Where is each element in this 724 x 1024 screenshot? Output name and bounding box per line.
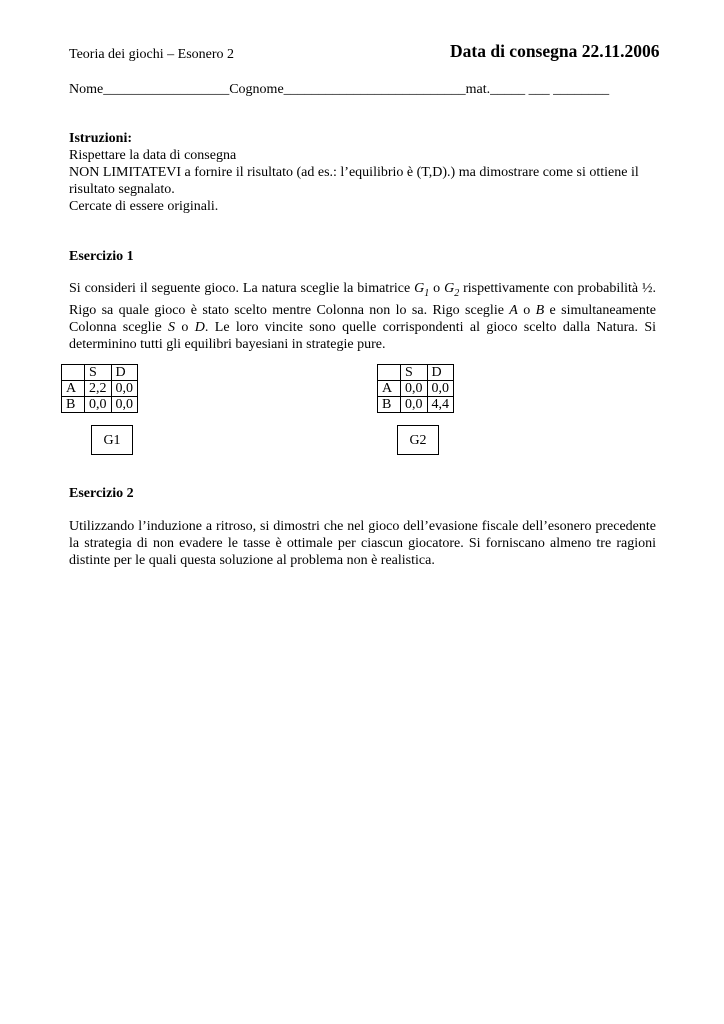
ex1-text-part: Si consideri il seguente gioco. La natura sceglie la bimatrice: [69, 281, 415, 296]
instructions-line-2: NON LIMITATEVI a fornire il risultato (ad es.: l’equilibrio è (T,D).) ma dimostrare come si ottiene il risultato segnalato.: [69, 165, 639, 197]
g2-col-header: D: [427, 365, 454, 381]
ex1-text-part: . Le loro vincite sono quelle corrispondenti al gioco scelto dalla Natura. Si determinino tutti gli equilibri bayesiani in strategie pure.: [69, 319, 657, 352]
instructions-line-3: Cercate di essere originali.: [69, 199, 219, 214]
g2-row-label: B: [378, 397, 401, 413]
instructions-title: Istruzioni:: [69, 131, 132, 146]
strategy-a: A: [509, 302, 518, 318]
g2-subscript: 2: [454, 287, 460, 299]
ex1-text-part: o: [429, 281, 445, 296]
g1-col-header: S: [85, 365, 112, 381]
g1-cell: 2,2: [85, 381, 112, 397]
strategy-b: B: [535, 302, 545, 318]
ex1-text-part: rispettivamente con probabilità ½. Rigo sa quale gioco è stato scelto mentre Colonna non lo sa. Rigo sceglie: [69, 281, 657, 318]
g1-caption: G1: [91, 425, 133, 455]
strategy-s: S: [168, 319, 176, 335]
g1-symbol: [414, 281, 430, 299]
exercise-1-title: Esercizio 1: [69, 249, 134, 264]
g1-row-label: B: [62, 397, 85, 413]
g1-col-header: D: [111, 365, 138, 381]
g2-cell: 0,0: [401, 397, 428, 413]
g1-corner-cell: [62, 365, 85, 381]
g2-col-header: S: [401, 365, 428, 381]
exercise-1-text: [69, 280, 656, 353]
g1-subscript: 1: [424, 287, 430, 299]
g2-letter: G: [444, 281, 455, 296]
g2-row-label: A: [378, 381, 401, 397]
g2-corner-cell: [378, 365, 401, 381]
g2-caption: G2: [397, 425, 439, 455]
instructions-line-1: Rispettare la data di consegna: [69, 148, 237, 163]
document-header-date: Data di consegna 22.11.2006: [450, 41, 660, 61]
g2-matrix: [377, 364, 454, 413]
g2-cell: 4,4: [427, 397, 454, 413]
g1-cell: 0,0: [111, 381, 138, 397]
ex1-text-part: e simultaneamente Colonna sceglie: [69, 302, 656, 335]
g1-letter: G: [414, 281, 425, 296]
g1-cell: 0,0: [111, 397, 138, 413]
g1-row-label: A: [62, 381, 85, 397]
name-line: Nome__________________Cognome__________________________mat._____ ___ ________: [69, 82, 610, 97]
g2-cell: 0,0: [401, 381, 428, 397]
g1-cell: 0,0: [85, 397, 112, 413]
ex1-text-part: o: [175, 319, 195, 335]
instructions-section: [69, 130, 656, 215]
g1-matrix: [61, 364, 138, 413]
document-header-left: Teoria dei giochi – Esonero 2: [69, 47, 235, 62]
g2-cell: 0,0: [427, 381, 454, 397]
exercise-2-text: Utilizzando l’induzione a ritroso, si dimostri che nel gioco dell’evasione fiscale dell’esonero precedente la strategia di non evadere le tasse è ottimale per ciascun giocatore. Si forniscano almeno tre ragioni distinte per le quali questa soluzione al problema non è realistica.: [69, 519, 656, 568]
exercise-2-title: Esercizio 2: [69, 486, 134, 501]
strategy-d: D: [194, 319, 205, 335]
ex1-text-part: o: [517, 302, 536, 318]
g2-symbol: [444, 281, 460, 299]
